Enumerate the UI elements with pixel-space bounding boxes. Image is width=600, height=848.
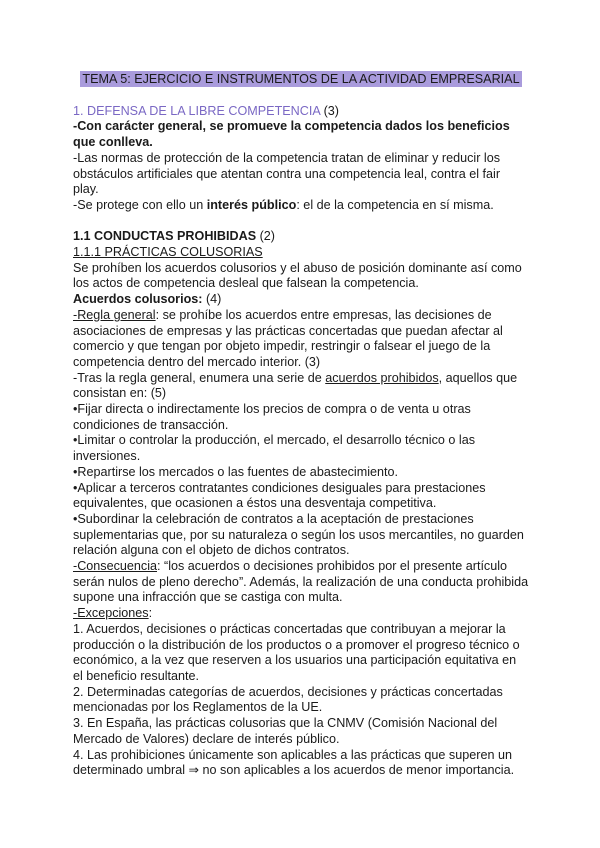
exception-item: 3. En España, las prácticas colusorias que la CNMV (Comisión Nacional del Mercado de Valores) declare de interés público. (73, 716, 498, 746)
bullet-item: •Limitar o controlar la producción, el mercado, el desarrollo técnico o las inversiones. (73, 433, 476, 464)
sub-subsection-heading (73, 245, 529, 261)
heading-text: 1.1 CONDUCTAS PROHIBIDAS (73, 229, 257, 244)
paragraph (73, 198, 529, 214)
heading-text: 1. DEFENSA DE LA LIBRE COMPETENCIA (73, 103, 321, 118)
bold-text: Acuerdos colusorios: (73, 292, 203, 307)
underlined-text: acuerdos prohibidos (325, 370, 439, 385)
bold-text: interés público (206, 197, 297, 212)
bullet-item: •Aplicar a terceros contratantes condiciones desiguales para prestaciones equivalentes, que ocasionen a éstos una desventaja competitiva. (73, 480, 486, 511)
text: -Tras la regla general, enumera una serie de (73, 370, 326, 385)
paragraph: -Las normas de protección de la competencia tratan de eliminar y reducir los obstáculos artificiales que atentan contra una competencia leal, contra el fair play. (73, 150, 501, 197)
exception-item: 1. Acuerdos, decisiones o prácticas concertadas que contribuyan a mejorar la producción o la distribución de los productos o a promover el progreso técnico o económico, a la vez que reserven a los usuarios una participación equitativa en el beneficio resultante. (73, 621, 520, 683)
document-content (73, 72, 529, 779)
paragraph: Se prohíben los acuerdos colusorios y el abuso de posición dominante así como los actos de competencia desleal que falsean la competencia. (73, 260, 522, 291)
underlined-label: -Excepciones (73, 606, 149, 621)
heading-count: (2) (259, 229, 276, 244)
paragraph (73, 119, 529, 150)
acuerdos-heading (73, 292, 529, 308)
paragraph (73, 559, 529, 606)
title-text: TEMA 5: EJERCICIO E INSTRUMENTOS DE LA ACTIVIDAD EMPRESARIAL (82, 72, 520, 86)
heading-count: (3) (323, 103, 339, 118)
heading-text: 1.1.1 PRÁCTICAS COLUSORIAS (73, 245, 263, 260)
exception-item: 2. Determinadas categorías de acuerdos, decisiones y prácticas concertadas mencionadas por los Reglamentos de la UE. (73, 684, 503, 715)
document-title (73, 72, 529, 88)
bullet-item: •Subordinar la celebración de contratos a la aceptación de prestaciones suplementarias que, por su naturaleza o según los usos mercantiles, no guarden relación alguna con el objeto de dichos contratos. (73, 511, 524, 558)
text: -Se protege con ello un (73, 197, 207, 212)
underlined-label: -Consecuencia (73, 559, 158, 574)
bullet-item: •Repartirse los mercados o las fuentes de abastecimiento. (73, 464, 399, 479)
text: , aquellos que consistan en: (5) (73, 370, 518, 401)
paragraph (73, 308, 529, 371)
count: (4) (205, 292, 222, 307)
section-heading (73, 104, 529, 120)
text: : se prohíbe los acuerdos entre empresas, las decisiones de asociaciones de empresas y las prácticas concertadas que puedan afectar al comercio y que tengan por objeto impedir, restringir o falsear el juego de la competencia dentro del mercado interior. (3) (73, 307, 503, 369)
subsection-heading (73, 229, 529, 245)
bold-text: -Con carácter general, se promueve la competencia dados los beneficios que conlleva. (73, 119, 510, 150)
underlined-label: -Regla general (73, 307, 156, 322)
paragraph (73, 606, 529, 622)
paragraph (73, 371, 529, 402)
text: : (148, 606, 153, 621)
bullet-item: •Fijar directa o indirectamente los precios de compra o de venta u otras condiciones de transacción. (73, 402, 471, 432)
text: : “los acuerdos o decisiones prohibidos por el presente artículo serán nulos de pleno derecho”. Además, la realización de una conducta prohibida supone una infracción que se castiga con multa. (73, 559, 529, 605)
exception-item: 4. Las prohibiciones únicamente son aplicables a las prácticas que superen un determinado umbral ⇒ no son aplicables a los acuerdos de menor importancia. (73, 747, 515, 778)
text: : el de la competencia en sí misma. (296, 197, 494, 212)
